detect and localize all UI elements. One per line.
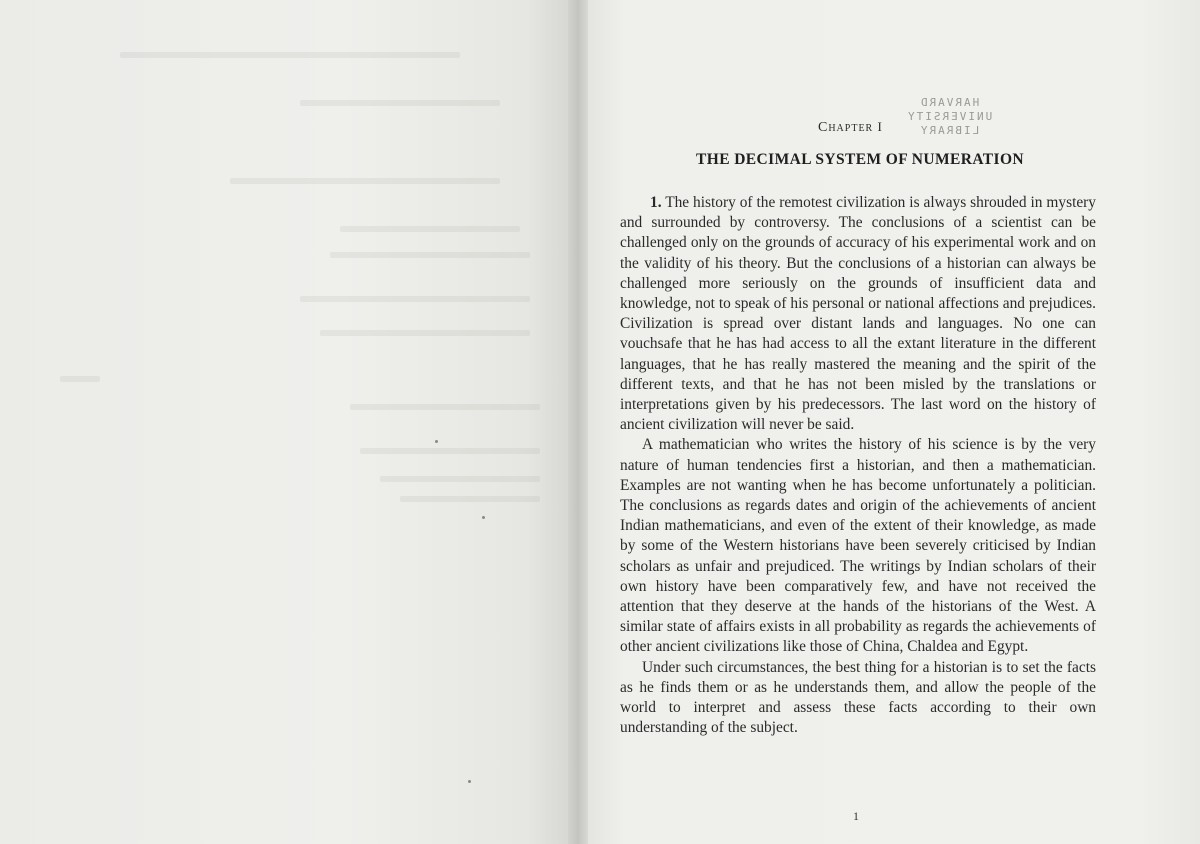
chapter-word: Chapter [818, 120, 874, 135]
paragraph-number: 1. [650, 194, 662, 211]
stamp-line: UNIVERSITY [906, 110, 993, 123]
book-gutter [568, 0, 590, 844]
paragraph: Under such circumstances, the best thing for a historian is to set the facts as he finds them or as he understands them, and allow the people of the world to interpret and assess these facts according to their own understanding of the subject. [620, 658, 1096, 737]
chapter-title: THE DECIMAL SYSTEM OF NUMERATION [696, 151, 1024, 168]
stamp-line: HARVARD [918, 96, 980, 109]
paragraph-text: The history of the remotest civilization is always shrouded in mystery and surrounded by controversy. The conclusions of a scientist can be challenged only on the grounds of accuracy of his experimental work and on the validity of his theory. But the conclusions of a historian can always be challenged more seriously on the grounds of insufficient data and knowledge, not to speak of his personal or national affections and prejudices. Civilization is spread over distant lands and languages. No one can vouchsafe that he has had access to all the extant literature in the different languages, that he has really mastered the meaning and the spirit of the different texts, and that he has not been misled by the translations or interpretations given by his predecessors. The last word on the history of ancient civilization will never be said. [620, 194, 1096, 434]
paragraph [620, 193, 1096, 435]
page-number: 1 [853, 809, 859, 823]
library-stamp-bleedthrough [906, 96, 992, 138]
body-text [620, 193, 1096, 738]
chapter-number: I [877, 119, 883, 134]
paragraph: A mathematician who writes the history of his science is by the very nature of human tendencies first a historian, and then a mathematician. Examples are not wanting when he has become unfortunately a politician. The conclusions as regards dates and origin of the achievements of ancient Indian mathematicians, and even of the extent of their knowledge, as made by some of the Western historians have been severely criticised by Indian scholars as unfair and prejudiced. The writings by Indian scholars of their own history have been comparatively few, and have not received the attention that they deserve at the hands of the historians of the West. A similar state of affairs exists in all probability as regards the achievements of other ancient civilizations like those of China, Chaldea and Egypt. [620, 436, 1096, 656]
chapter-label [818, 119, 883, 136]
left-page-blank [0, 0, 572, 844]
stamp-line: LIBRARY [918, 124, 980, 137]
